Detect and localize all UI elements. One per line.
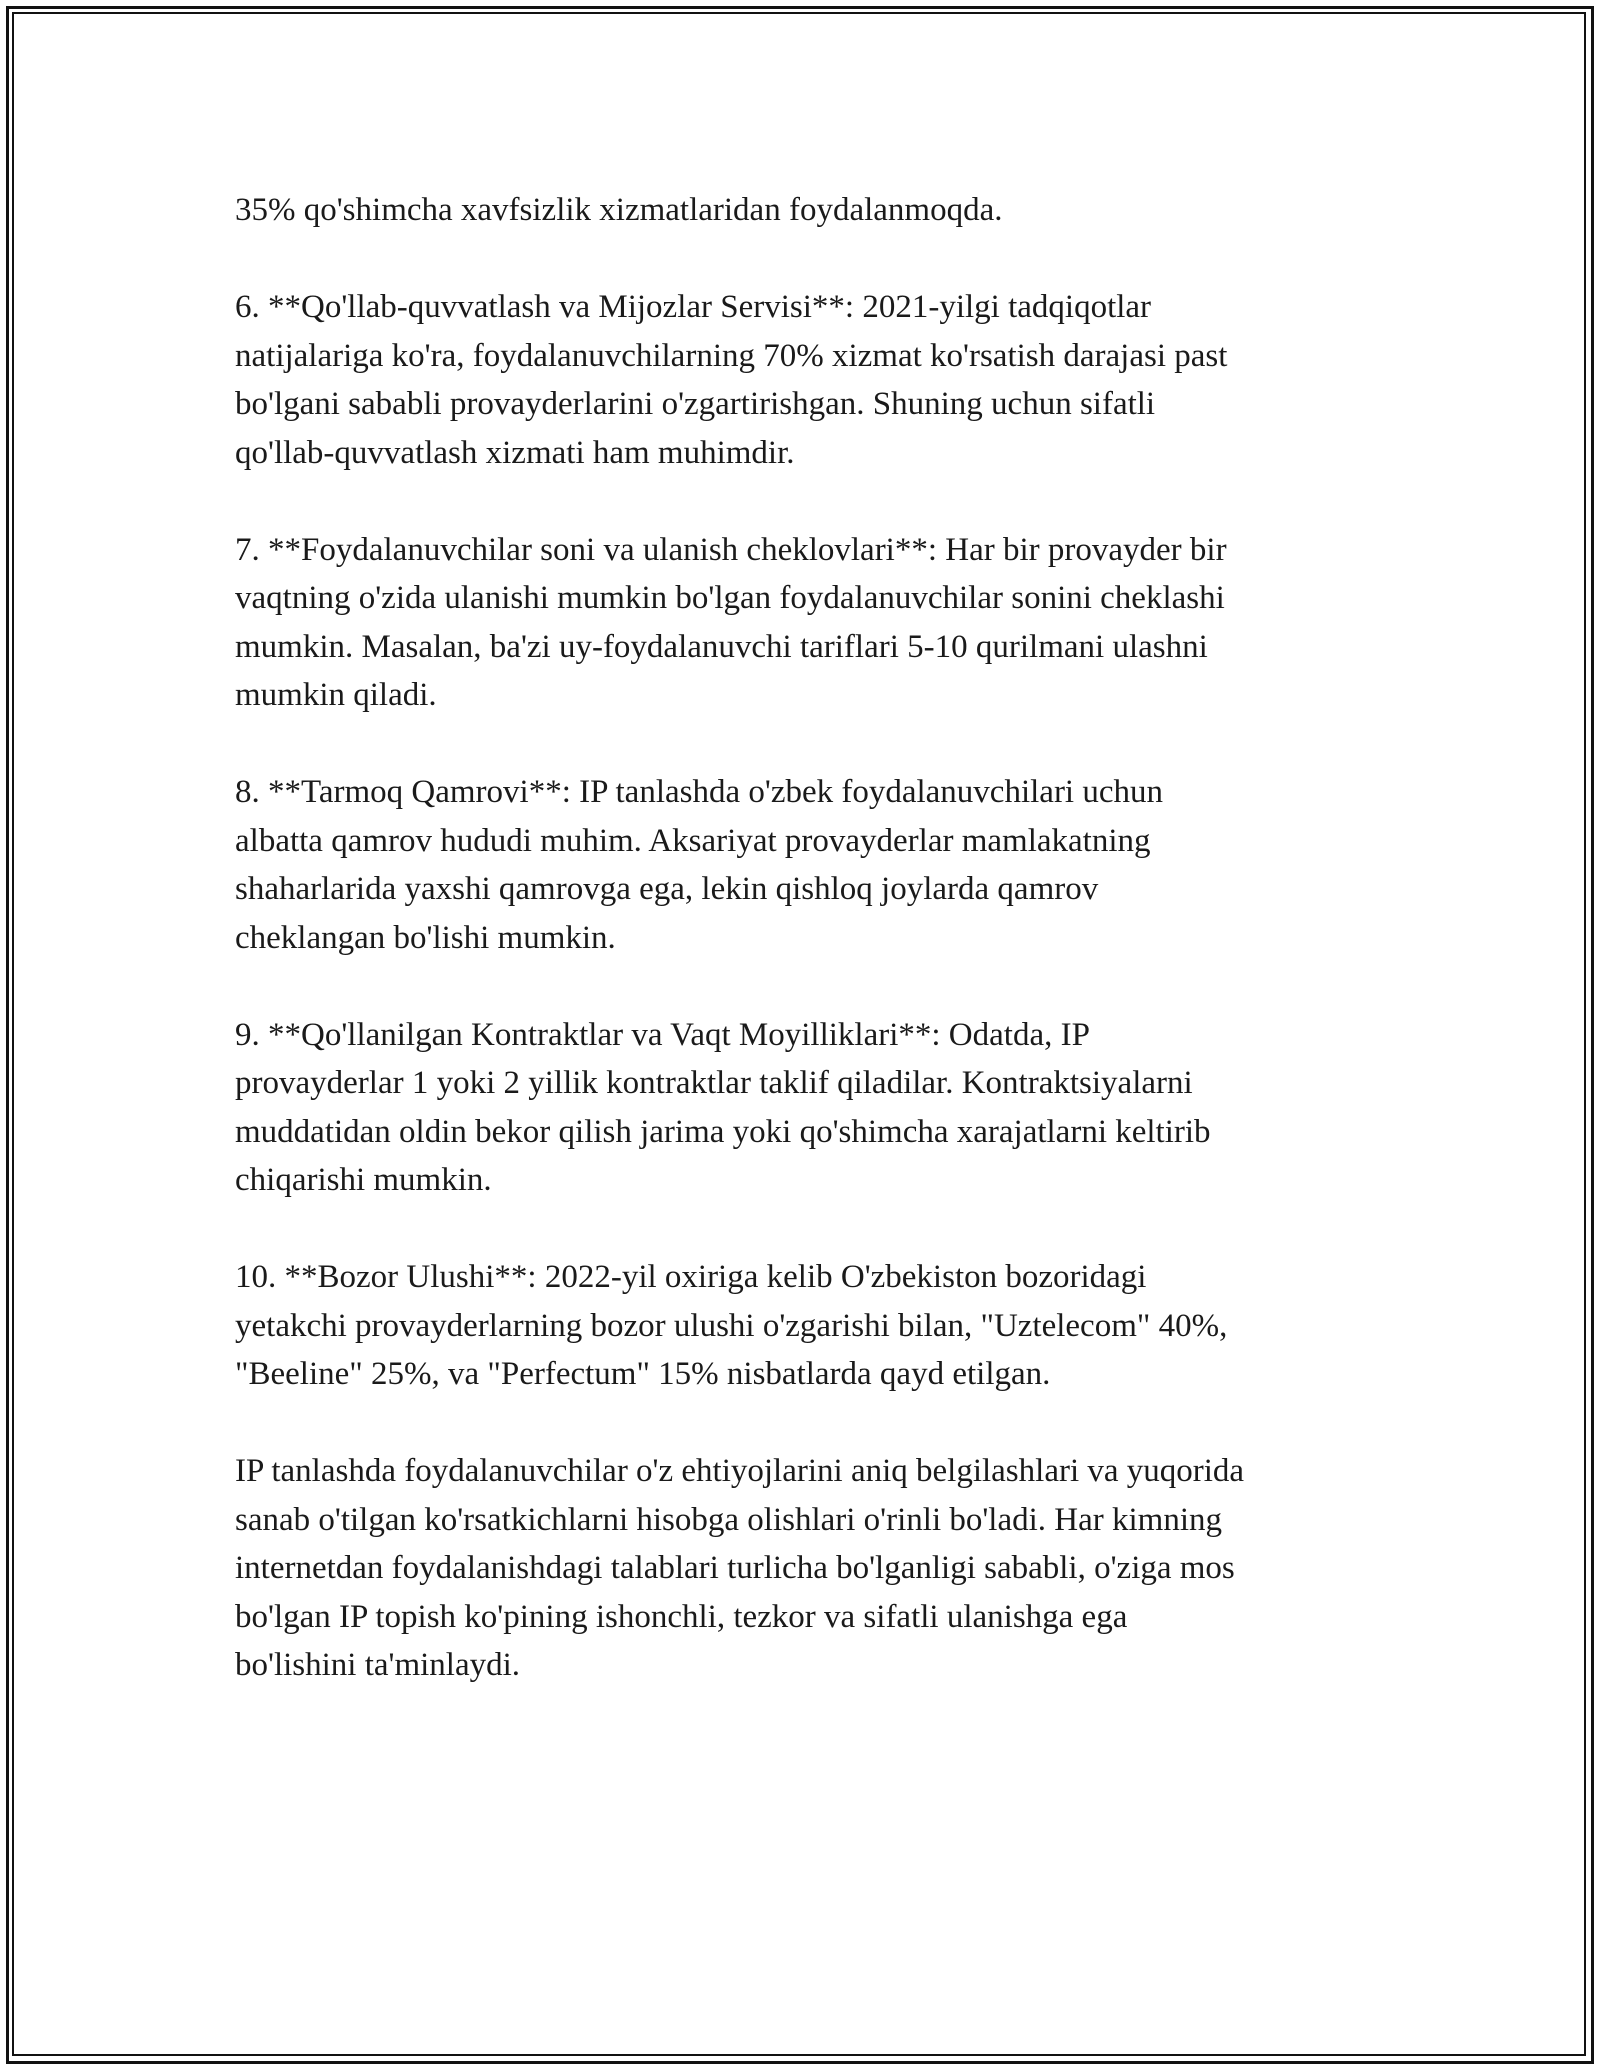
paragraph-item-9: 9. **Qo'llanilgan Kontraktlar va Vaqt Moyilliklari**: Odatda, IP provayderlar 1 yoki 2 yillik kontraktlar taklif qiladilar. Kontraktsiyalarni muddatidan oldin bekor qilish jarima yoki qo'shimcha xarajatlarni keltirib chiqarishi mumkin. (235, 1016, 1211, 1198)
paragraph-item-8: 8. **Tarmoq Qamrovi**: IP tanlashda o'zbek foydalanuvchilari uchun albatta qamrov hududi muhim. Aksariyat provayderlar mamlakatning shaharlarida yaxshi qamrovga ega, lekin qishloq joylarda qamrov cheklangan bo'lishi mumkin. (235, 774, 1163, 956)
paragraph-item-10: 10. **Bozor Ulushi**: 2022-yil oxiriga kelib O'zbekiston bozoridagi yetakchi provayderlarning bozor ulushi o'zgarishi bilan, "Uztelecom" 40%, "Beeline" 25%, va "Perfectum" 15% nisbatlarda qayd etilgan. (235, 1259, 1228, 1392)
document-body (235, 186, 1375, 1738)
paragraph-continuation: 35% qo'shimcha xavfsizlik xizmatlaridan foydalanmoqda. (235, 192, 1003, 228)
paragraph-conclusion: IP tanlashda foydalanuvchilar o'z ehtiyojlarini aniq belgilashlari va yuqorida sanab o'tilgan ko'rsatkichlarni hisobga olishlari o'rinli bo'ladi. Har kimning internetdan foydalanishdagi talablari turlicha bo'lganligi sababli, o'ziga mos bo'lgan IP topish ko'pining ishonchli, tezkor va sifatli ulanishga ega bo'lishini ta'minlaydi. (235, 1453, 1245, 1683)
paragraph-item-6: 6. **Qo'llab-quvvatlash va Mijozlar Servisi**: 2021-yilgi tadqiqotlar natijalariga ko'ra, foydalanuvchilarning 70% xizmat ko'rsatish darajasi past bo'lgani sababli provayderlarini o'zgartirishgan. Shuning uchun sifatli qo'llab-quvvatlash xizmati ham muhimdir. (235, 289, 1228, 471)
paragraph-item-7: 7. **Foydalanuvchilar soni va ulanish cheklovlari**: Har bir provayder bir vaqtning o'zida ulanishi mumkin bo'lgan foydalanuvchilar sonini cheklashi mumkin. Masalan, ba'zi uy-foydalanuvchi tariflari 5-10 qurilmani ulashni mumkin qiladi. (235, 531, 1227, 713)
